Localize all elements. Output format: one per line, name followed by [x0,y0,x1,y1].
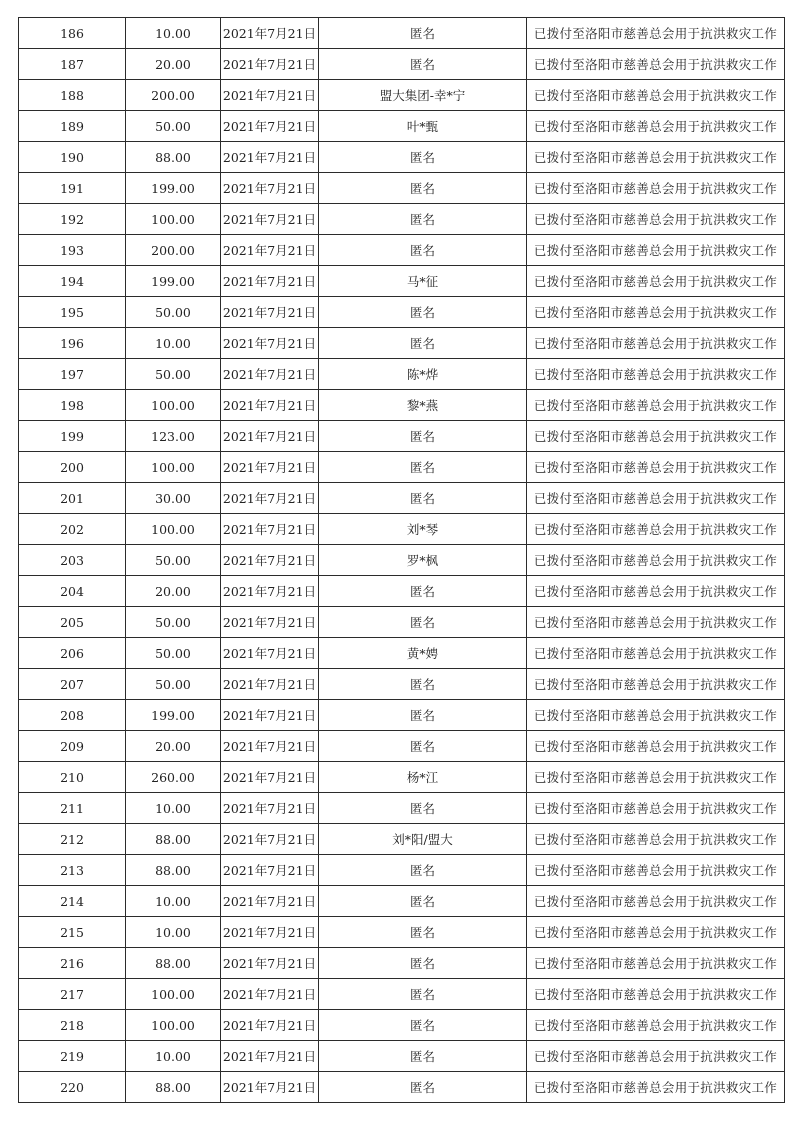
table-row [19,886,785,917]
donor: 匿名 [319,576,527,607]
amount: 50.00 [126,111,221,142]
amount: 50.00 [126,669,221,700]
date: 2021年7月21日 [221,80,319,111]
table-row [19,824,785,855]
row-number: 187 [19,49,126,80]
row-number: 216 [19,948,126,979]
amount: 10.00 [126,1041,221,1072]
table-row [19,762,785,793]
donor: 匿名 [319,1041,527,1072]
date: 2021年7月21日 [221,607,319,638]
row-number: 212 [19,824,126,855]
table-row [19,235,785,266]
row-number: 189 [19,111,126,142]
row-number: 202 [19,514,126,545]
date: 2021年7月21日 [221,762,319,793]
usage: 已拨付至洛阳市慈善总会用于抗洪救灾工作 [527,576,785,607]
row-number: 199 [19,421,126,452]
row-number: 220 [19,1072,126,1103]
amount: 10.00 [126,793,221,824]
date: 2021年7月21日 [221,917,319,948]
table-row [19,483,785,514]
donation-table-body [19,18,785,1103]
donor: 匿名 [319,855,527,886]
table-row [19,948,785,979]
date: 2021年7月21日 [221,1041,319,1072]
row-number: 200 [19,452,126,483]
usage: 已拨付至洛阳市慈善总会用于抗洪救灾工作 [527,1041,785,1072]
row-number: 210 [19,762,126,793]
amount: 50.00 [126,545,221,576]
usage: 已拨付至洛阳市慈善总会用于抗洪救灾工作 [527,111,785,142]
row-number: 213 [19,855,126,886]
date: 2021年7月21日 [221,111,319,142]
usage: 已拨付至洛阳市慈善总会用于抗洪救灾工作 [527,452,785,483]
table-row [19,204,785,235]
donor: 杨*江 [319,762,527,793]
row-number: 198 [19,390,126,421]
table-row [19,669,785,700]
donor: 匿名 [319,328,527,359]
date: 2021年7月21日 [221,638,319,669]
amount: 50.00 [126,359,221,390]
donor: 盟大集团-幸*宁 [319,80,527,111]
donor: 匿名 [319,793,527,824]
donor: 黎*燕 [319,390,527,421]
table-row [19,731,785,762]
donor: 匿名 [319,1072,527,1103]
table-row [19,1041,785,1072]
amount: 199.00 [126,173,221,204]
usage: 已拨付至洛阳市慈善总会用于抗洪救灾工作 [527,855,785,886]
usage: 已拨付至洛阳市慈善总会用于抗洪救灾工作 [527,142,785,173]
usage: 已拨付至洛阳市慈善总会用于抗洪救灾工作 [527,49,785,80]
amount: 10.00 [126,328,221,359]
amount: 30.00 [126,483,221,514]
row-number: 209 [19,731,126,762]
donor: 匿名 [319,669,527,700]
amount: 20.00 [126,49,221,80]
date: 2021年7月21日 [221,1010,319,1041]
donor: 匿名 [319,204,527,235]
donor: 叶*甄 [319,111,527,142]
usage: 已拨付至洛阳市慈善总会用于抗洪救灾工作 [527,700,785,731]
amount: 50.00 [126,607,221,638]
table-row [19,173,785,204]
donor: 匿名 [319,979,527,1010]
amount: 199.00 [126,700,221,731]
donor: 匿名 [319,173,527,204]
donor: 匿名 [319,1010,527,1041]
amount: 199.00 [126,266,221,297]
donor: 马*征 [319,266,527,297]
table-row [19,607,785,638]
row-number: 205 [19,607,126,638]
date: 2021年7月21日 [221,731,319,762]
row-number: 219 [19,1041,126,1072]
table-row [19,793,785,824]
row-number: 192 [19,204,126,235]
usage: 已拨付至洛阳市慈善总会用于抗洪救灾工作 [527,390,785,421]
date: 2021年7月21日 [221,421,319,452]
donor: 匿名 [319,18,527,49]
row-number: 196 [19,328,126,359]
usage: 已拨付至洛阳市慈善总会用于抗洪救灾工作 [527,80,785,111]
date: 2021年7月21日 [221,855,319,886]
donor: 陈*烨 [319,359,527,390]
amount: 100.00 [126,390,221,421]
donor: 刘*阳/盟大 [319,824,527,855]
donor: 匿名 [319,235,527,266]
usage: 已拨付至洛阳市慈善总会用于抗洪救灾工作 [527,1072,785,1103]
date: 2021年7月21日 [221,824,319,855]
donation-table [18,17,785,1103]
table-row [19,297,785,328]
usage: 已拨付至洛阳市慈善总会用于抗洪救灾工作 [527,1010,785,1041]
table-row [19,266,785,297]
donor: 匿名 [319,948,527,979]
date: 2021年7月21日 [221,979,319,1010]
table-row [19,80,785,111]
amount: 100.00 [126,1010,221,1041]
usage: 已拨付至洛阳市慈善总会用于抗洪救灾工作 [527,669,785,700]
usage: 已拨付至洛阳市慈善总会用于抗洪救灾工作 [527,421,785,452]
row-number: 211 [19,793,126,824]
date: 2021年7月21日 [221,266,319,297]
amount: 50.00 [126,297,221,328]
donor: 匿名 [319,142,527,173]
date: 2021年7月21日 [221,1072,319,1103]
row-number: 206 [19,638,126,669]
usage: 已拨付至洛阳市慈善总会用于抗洪救灾工作 [527,762,785,793]
amount: 88.00 [126,824,221,855]
donor: 匿名 [319,700,527,731]
amount: 100.00 [126,979,221,1010]
table-row [19,638,785,669]
amount: 88.00 [126,142,221,173]
amount: 200.00 [126,80,221,111]
date: 2021年7月21日 [221,483,319,514]
date: 2021年7月21日 [221,793,319,824]
amount: 20.00 [126,576,221,607]
document-page [18,17,785,1103]
row-number: 195 [19,297,126,328]
row-number: 214 [19,886,126,917]
usage: 已拨付至洛阳市慈善总会用于抗洪救灾工作 [527,545,785,576]
table-row [19,111,785,142]
row-number: 191 [19,173,126,204]
row-number: 204 [19,576,126,607]
donor: 匿名 [319,49,527,80]
row-number: 188 [19,80,126,111]
date: 2021年7月21日 [221,49,319,80]
table-row [19,545,785,576]
amount: 88.00 [126,948,221,979]
table-row [19,1010,785,1041]
date: 2021年7月21日 [221,545,319,576]
date: 2021年7月21日 [221,700,319,731]
table-row [19,421,785,452]
usage: 已拨付至洛阳市慈善总会用于抗洪救灾工作 [527,607,785,638]
table-row [19,359,785,390]
amount: 20.00 [126,731,221,762]
usage: 已拨付至洛阳市慈善总会用于抗洪救灾工作 [527,297,785,328]
row-number: 203 [19,545,126,576]
usage: 已拨付至洛阳市慈善总会用于抗洪救灾工作 [527,886,785,917]
usage: 已拨付至洛阳市慈善总会用于抗洪救灾工作 [527,266,785,297]
row-number: 201 [19,483,126,514]
amount: 10.00 [126,917,221,948]
date: 2021年7月21日 [221,886,319,917]
donor: 匿名 [319,917,527,948]
amount: 88.00 [126,855,221,886]
date: 2021年7月21日 [221,235,319,266]
usage: 已拨付至洛阳市慈善总会用于抗洪救灾工作 [527,638,785,669]
donor: 匿名 [319,483,527,514]
table-row [19,700,785,731]
amount: 88.00 [126,1072,221,1103]
usage: 已拨付至洛阳市慈善总会用于抗洪救灾工作 [527,979,785,1010]
table-row [19,49,785,80]
amount: 50.00 [126,638,221,669]
amount: 200.00 [126,235,221,266]
usage: 已拨付至洛阳市慈善总会用于抗洪救灾工作 [527,204,785,235]
row-number: 217 [19,979,126,1010]
table-row [19,142,785,173]
date: 2021年7月21日 [221,359,319,390]
donor: 匿名 [319,452,527,483]
amount: 10.00 [126,18,221,49]
donor: 匿名 [319,731,527,762]
row-number: 193 [19,235,126,266]
usage: 已拨付至洛阳市慈善总会用于抗洪救灾工作 [527,359,785,390]
usage: 已拨付至洛阳市慈善总会用于抗洪救灾工作 [527,917,785,948]
row-number: 190 [19,142,126,173]
donor: 匿名 [319,886,527,917]
amount: 10.00 [126,886,221,917]
table-row [19,855,785,886]
date: 2021年7月21日 [221,390,319,421]
date: 2021年7月21日 [221,669,319,700]
donor: 匿名 [319,607,527,638]
row-number: 208 [19,700,126,731]
row-number: 218 [19,1010,126,1041]
row-number: 215 [19,917,126,948]
table-row [19,390,785,421]
date: 2021年7月21日 [221,204,319,235]
usage: 已拨付至洛阳市慈善总会用于抗洪救灾工作 [527,18,785,49]
donor: 匿名 [319,421,527,452]
usage: 已拨付至洛阳市慈善总会用于抗洪救灾工作 [527,824,785,855]
date: 2021年7月21日 [221,297,319,328]
usage: 已拨付至洛阳市慈善总会用于抗洪救灾工作 [527,514,785,545]
donor: 罗*枫 [319,545,527,576]
table-row [19,514,785,545]
usage: 已拨付至洛阳市慈善总会用于抗洪救灾工作 [527,948,785,979]
usage: 已拨付至洛阳市慈善总会用于抗洪救灾工作 [527,173,785,204]
amount: 100.00 [126,452,221,483]
amount: 260.00 [126,762,221,793]
row-number: 186 [19,18,126,49]
date: 2021年7月21日 [221,514,319,545]
usage: 已拨付至洛阳市慈善总会用于抗洪救灾工作 [527,483,785,514]
amount: 123.00 [126,421,221,452]
row-number: 197 [19,359,126,390]
table-row [19,576,785,607]
table-row [19,979,785,1010]
date: 2021年7月21日 [221,18,319,49]
donor: 黄*娉 [319,638,527,669]
row-number: 194 [19,266,126,297]
date: 2021年7月21日 [221,328,319,359]
table-row [19,1072,785,1103]
table-row [19,917,785,948]
row-number: 207 [19,669,126,700]
usage: 已拨付至洛阳市慈善总会用于抗洪救灾工作 [527,235,785,266]
usage: 已拨付至洛阳市慈善总会用于抗洪救灾工作 [527,793,785,824]
date: 2021年7月21日 [221,576,319,607]
usage: 已拨付至洛阳市慈善总会用于抗洪救灾工作 [527,731,785,762]
date: 2021年7月21日 [221,173,319,204]
amount: 100.00 [126,204,221,235]
date: 2021年7月21日 [221,948,319,979]
date: 2021年7月21日 [221,142,319,173]
table-row [19,328,785,359]
usage: 已拨付至洛阳市慈善总会用于抗洪救灾工作 [527,328,785,359]
table-row [19,452,785,483]
amount: 100.00 [126,514,221,545]
donor: 匿名 [319,297,527,328]
date: 2021年7月21日 [221,452,319,483]
donor: 刘*琴 [319,514,527,545]
table-row [19,18,785,49]
